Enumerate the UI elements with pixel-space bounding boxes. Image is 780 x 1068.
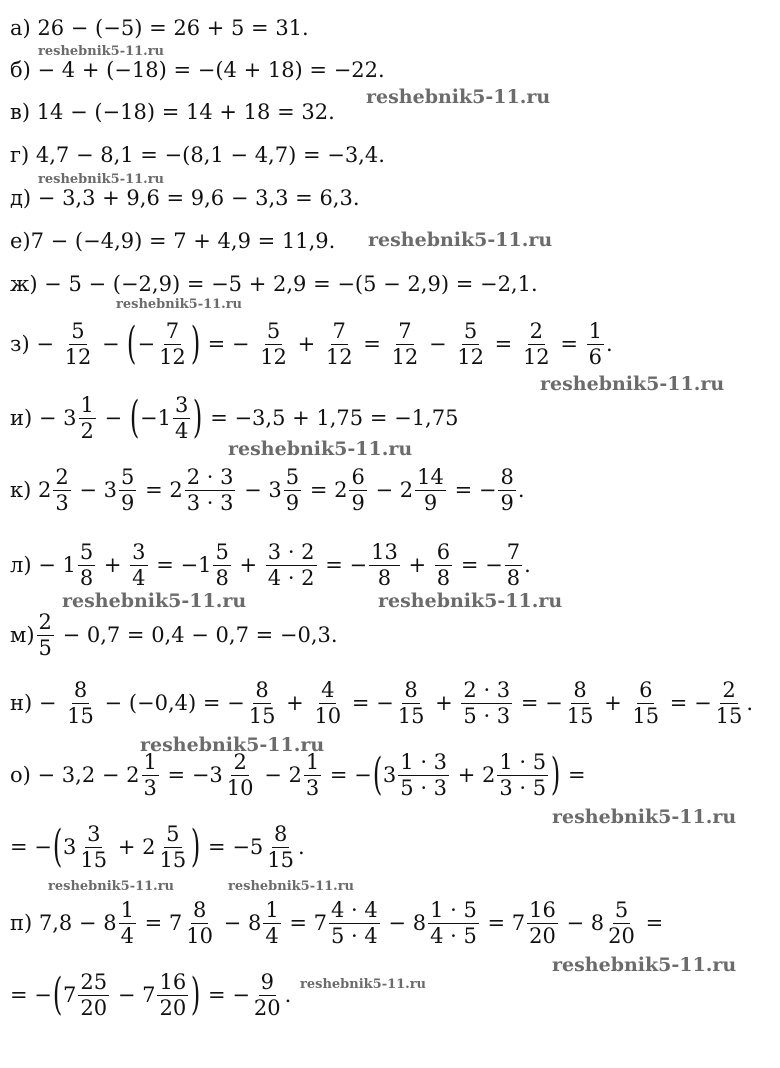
- fraction: [53, 465, 70, 514]
- fraction-numerator: 1: [80, 393, 94, 418]
- fraction-numerator: 1: [588, 319, 602, 344]
- fraction-numerator: 6: [436, 540, 451, 565]
- fraction: [65, 678, 96, 727]
- equation-text: = −5: [201, 835, 264, 859]
- equation-text: 7: [63, 983, 77, 1007]
- equation-text: − 3: [237, 478, 282, 502]
- fraction-numerator: 4: [321, 678, 335, 703]
- equation-text: +: [279, 691, 311, 715]
- watermark: reshebnik5-11.ru: [552, 806, 737, 828]
- fraction-denominator: 15: [159, 847, 187, 872]
- fraction-denominator: 3: [143, 775, 157, 800]
- fraction-numerator: 3: [132, 540, 146, 565]
- fraction-denominator: 15: [566, 703, 594, 728]
- fraction: [527, 898, 558, 947]
- fraction-denominator: 8: [377, 565, 392, 590]
- equation-text: =: [356, 332, 388, 356]
- fraction-numerator: 8: [273, 822, 288, 847]
- fraction: [630, 678, 661, 727]
- solution-row: [10, 893, 663, 953]
- fraction-denominator: 15: [397, 703, 425, 728]
- fraction-denominator: 8: [436, 565, 451, 590]
- fraction-denominator: 10: [226, 775, 254, 800]
- fraction: [521, 319, 552, 368]
- fraction-denominator: 8: [506, 565, 521, 590]
- fraction: [369, 540, 400, 589]
- fraction-numerator: 5: [285, 465, 300, 490]
- equation-text: =: [638, 911, 664, 935]
- fraction-numerator: 9: [260, 970, 274, 995]
- fraction-denominator: 8: [215, 565, 229, 590]
- fraction: [157, 822, 188, 871]
- solution-row: [10, 817, 305, 877]
- watermark: reshebnik5-11.ru: [48, 879, 175, 894]
- equation-text: =: [553, 332, 585, 356]
- fraction-numerator: 8: [255, 678, 269, 703]
- fraction: [312, 678, 343, 727]
- fraction: [225, 750, 256, 799]
- fraction: [78, 540, 95, 589]
- fraction: [247, 678, 278, 727]
- fraction: [498, 465, 515, 514]
- equation-text: = −: [201, 983, 250, 1007]
- fraction: [324, 319, 355, 368]
- equation-text: = −: [318, 553, 368, 577]
- fraction-numerator: 1: [305, 750, 320, 775]
- equation-text: +: [232, 553, 264, 577]
- fraction-numerator: 2: [55, 465, 69, 490]
- fraction: [142, 750, 159, 799]
- fraction-denominator: 10: [186, 923, 213, 948]
- fraction-numerator: 16: [529, 898, 556, 923]
- fraction-numerator: 6: [639, 678, 653, 703]
- equation-text: − 8: [381, 911, 427, 935]
- equation-text: = −3: [160, 763, 223, 787]
- fraction-denominator: 6: [588, 344, 602, 369]
- fraction-numerator: 8: [500, 465, 514, 490]
- equation-text: = −3,5 + 1,75 = −1,75: [203, 406, 459, 430]
- equation-text: .: [606, 332, 613, 356]
- fraction-denominator: 15: [80, 847, 108, 872]
- equation-text: = −1: [149, 553, 212, 577]
- equation-text: н) −: [10, 691, 64, 715]
- equation-text: = −: [447, 478, 497, 502]
- fraction-numerator: 14: [417, 465, 444, 490]
- fraction-denominator: 20: [253, 995, 281, 1020]
- watermark: reshebnik5-11.ru: [62, 590, 247, 612]
- fraction-numerator: 3: [174, 393, 189, 418]
- fraction-denominator: 15: [632, 703, 660, 728]
- equation-text: .: [284, 983, 292, 1007]
- fraction-denominator: 12: [325, 344, 353, 369]
- fraction-denominator: 20: [159, 995, 187, 1020]
- equation-text: = −: [454, 553, 503, 577]
- fraction: [265, 822, 296, 871]
- large-parenthesis: (: [129, 392, 140, 443]
- fraction-numerator: 2: [529, 319, 543, 344]
- fraction: [63, 319, 94, 368]
- fraction-numerator: 1 · 5: [430, 898, 477, 923]
- fraction-denominator: 5 · 3: [463, 703, 511, 728]
- fraction-numerator: 5: [614, 898, 629, 923]
- equation-text: = −: [323, 763, 372, 787]
- watermark: reshebnik5-11.ru: [38, 44, 165, 59]
- equation-text: − 8: [559, 911, 605, 935]
- watermark: reshebnik5-11.ru: [38, 172, 165, 187]
- watermark: reshebnik5-11.ru: [378, 590, 563, 612]
- watermark: reshebnik5-11.ru: [368, 229, 553, 251]
- fraction-numerator: 2: [722, 678, 736, 703]
- large-parenthesis: ): [191, 969, 201, 1020]
- fraction-numerator: 1: [120, 898, 134, 923]
- fraction: [78, 970, 109, 1019]
- equation-text: м): [10, 623, 35, 647]
- fraction-numerator: 3: [87, 822, 101, 847]
- equation-text: е)7 − (−4,9) = 7 + 4,9 = 11,9.: [10, 229, 336, 253]
- fraction-denominator: 9: [121, 490, 135, 515]
- fraction-denominator: 20: [529, 923, 556, 948]
- solution-row: [10, 673, 753, 733]
- fraction-numerator: 13: [371, 540, 398, 565]
- equation-text: −: [422, 332, 454, 356]
- fraction-numerator: 8: [573, 678, 587, 703]
- equation-text: +: [428, 691, 460, 715]
- equation-text: = −: [10, 835, 52, 859]
- fraction-denominator: 9: [285, 490, 300, 515]
- fraction-numerator: 8: [404, 678, 418, 703]
- equation-text: в) 14 − (−18) = 14 + 18 = 32.: [10, 100, 335, 124]
- fraction-denominator: 9: [500, 490, 514, 515]
- fraction-numerator: 7: [398, 319, 412, 344]
- fraction: [455, 319, 486, 368]
- fraction: [415, 465, 446, 514]
- equation-text: − 2: [257, 763, 302, 787]
- equation-text: =: [561, 763, 586, 787]
- fraction: [252, 970, 283, 1019]
- fraction: [263, 898, 280, 947]
- fraction-denominator: 15: [248, 703, 276, 728]
- equation-text: 3: [382, 763, 397, 787]
- fraction: [505, 540, 522, 589]
- equation-text: = 2: [303, 478, 348, 502]
- fraction-denominator: 4 · 5: [430, 923, 477, 948]
- equation-text: = −: [10, 983, 52, 1007]
- fraction: [119, 898, 136, 947]
- fraction: [396, 678, 427, 727]
- watermark: reshebnik5-11.ru: [540, 373, 725, 395]
- fraction: [258, 319, 289, 368]
- fraction-denominator: 3 · 5: [499, 775, 547, 800]
- fraction-numerator: 2 · 3: [186, 465, 234, 490]
- fraction: [435, 540, 452, 589]
- fraction-denominator: 3 · 3: [186, 490, 234, 515]
- equation-text: .: [517, 478, 525, 502]
- equation-text: = −: [663, 691, 712, 715]
- fraction-denominator: 10: [314, 703, 342, 728]
- fraction-denominator: 4: [120, 923, 134, 948]
- fraction-numerator: 25: [80, 970, 108, 995]
- fraction-denominator: 9: [423, 490, 438, 515]
- equation-text: + 2: [451, 763, 496, 787]
- fraction-numerator: 1 · 5: [499, 750, 547, 775]
- solution-row: [10, 605, 338, 665]
- fraction-numerator: 2 · 3: [463, 678, 511, 703]
- fraction-denominator: 4: [174, 418, 189, 443]
- fraction-denominator: 12: [522, 344, 550, 369]
- equation-text: = −: [345, 691, 394, 715]
- large-parenthesis: ): [190, 318, 201, 369]
- fraction-numerator: 1 · 3: [400, 750, 448, 775]
- equation-text: +: [401, 553, 433, 577]
- equation-text: = −: [514, 691, 563, 715]
- fraction: [157, 319, 188, 368]
- fraction: [173, 393, 190, 442]
- fraction-numerator: 5: [71, 319, 85, 344]
- fraction: [284, 465, 301, 514]
- fraction: [565, 678, 596, 727]
- fraction-numerator: 5: [166, 822, 180, 847]
- fraction: [119, 465, 136, 514]
- fraction-numerator: 6: [351, 465, 365, 490]
- fraction: [428, 898, 479, 947]
- fraction-denominator: 3: [55, 490, 69, 515]
- fraction-numerator: 1: [265, 898, 279, 923]
- fraction-denominator: 15: [267, 847, 295, 872]
- equation-text: п) 7,8 − 8: [10, 911, 117, 935]
- fraction-denominator: 5 · 3: [400, 775, 448, 800]
- fraction: [37, 610, 54, 659]
- equation-text: о) − 3,2 − 2: [10, 763, 140, 787]
- fraction-numerator: 3 · 2: [267, 540, 315, 565]
- equation-text: д) − 3,3 + 9,6 = 9,6 − 3,3 = 6,3.: [10, 186, 360, 210]
- fraction-denominator: 12: [260, 344, 287, 369]
- fraction: [329, 898, 380, 947]
- fraction-numerator: 7: [332, 319, 346, 344]
- equation-text: −1: [140, 406, 171, 430]
- equation-text: −: [95, 332, 127, 356]
- watermark: reshebnik5-11.ru: [116, 297, 243, 312]
- equation-text: +: [290, 332, 322, 356]
- large-parenthesis: (: [52, 969, 63, 1020]
- large-parenthesis: (: [127, 318, 137, 369]
- fraction-denominator: 20: [80, 995, 108, 1020]
- equation-text: − 0,7 = 0,4 − 0,7 = −0,3.: [55, 623, 338, 647]
- solution-row: [10, 535, 531, 595]
- fraction-denominator: 20: [608, 923, 635, 948]
- solution-row: [10, 965, 291, 1025]
- fraction-numerator: 5: [79, 540, 94, 565]
- fraction-numerator: 1: [143, 750, 157, 775]
- equation-text: ж) − 5 − (−2,9) = −5 + 2,9 = −(5 − 2,9) = −2,1.: [10, 272, 538, 296]
- fraction-numerator: 5: [463, 319, 478, 344]
- fraction-denominator: 5 · 4: [331, 923, 378, 948]
- equation-text: к) 2: [10, 478, 52, 502]
- fraction: [266, 540, 317, 589]
- fraction-numerator: 7: [506, 540, 521, 565]
- fraction: [398, 750, 449, 799]
- equation-text: − 3: [72, 478, 118, 502]
- fraction: [390, 319, 421, 368]
- equation-text: = 7: [137, 911, 183, 935]
- fraction: [587, 319, 604, 368]
- fraction-denominator: 4 · 2: [267, 565, 315, 590]
- large-parenthesis: (: [52, 821, 63, 872]
- equation-text: г) 4,7 − 8,1 = −(8,1 − 4,7) = −3,4.: [10, 143, 385, 167]
- fraction-denominator: 4: [265, 923, 279, 948]
- fraction-numerator: 8: [192, 898, 207, 923]
- watermark: reshebnik5-11.ru: [366, 86, 551, 108]
- equation-text: − 2: [368, 478, 414, 502]
- equation-text: =: [487, 332, 519, 356]
- fraction-denominator: 8: [79, 565, 94, 590]
- fraction-numerator: 5: [266, 319, 281, 344]
- equation-text: −: [137, 332, 156, 356]
- equation-text: .: [524, 553, 531, 577]
- solution-row: [10, 254, 538, 314]
- fraction: [349, 465, 366, 514]
- fraction-numerator: 4 · 4: [331, 898, 378, 923]
- equation-text: л) − 1: [10, 553, 76, 577]
- large-parenthesis: (: [372, 749, 383, 800]
- equation-text: − 7: [111, 983, 156, 1007]
- fraction: [213, 540, 230, 589]
- fraction-denominator: 12: [159, 344, 186, 369]
- fraction-numerator: 5: [121, 465, 135, 490]
- fraction-denominator: 12: [457, 344, 484, 369]
- equation-text: а) 26 − (−5) = 26 + 5 = 31.: [10, 16, 309, 40]
- fraction: [130, 540, 147, 589]
- fraction-numerator: 16: [159, 970, 187, 995]
- fraction-denominator: 5: [38, 635, 52, 660]
- fraction: [606, 898, 637, 947]
- equation-text: = −: [200, 332, 257, 356]
- fraction-denominator: 12: [64, 344, 92, 369]
- equation-text: − (−0,4) = −: [97, 691, 245, 715]
- fraction-denominator: 2: [80, 418, 94, 443]
- fraction: [79, 393, 96, 442]
- fraction-numerator: 5: [215, 540, 229, 565]
- solution-row: [10, 460, 525, 520]
- equation-text: и) − 3: [10, 406, 77, 430]
- fraction: [184, 898, 215, 947]
- fraction-denominator: 3: [305, 775, 320, 800]
- equation-text: − 8: [217, 911, 262, 935]
- watermark: reshebnik5-11.ru: [300, 977, 427, 992]
- fraction-denominator: 9: [351, 490, 365, 515]
- fraction: [157, 970, 188, 1019]
- equation-text: .: [298, 835, 305, 859]
- fraction: [714, 678, 745, 727]
- watermark: reshebnik5-11.ru: [552, 954, 737, 976]
- fraction: [185, 465, 236, 514]
- equation-text: = 7: [480, 911, 526, 935]
- fraction-numerator: 2: [233, 750, 247, 775]
- fraction-numerator: 8: [73, 678, 88, 703]
- equation-text: 3: [63, 835, 77, 859]
- fraction: [461, 678, 512, 727]
- fraction-denominator: 12: [391, 344, 419, 369]
- equation-text: +: [597, 691, 629, 715]
- solution-row: [10, 314, 613, 374]
- fraction-denominator: 15: [715, 703, 743, 728]
- watermark: reshebnik5-11.ru: [228, 879, 355, 894]
- fraction-denominator: 4: [132, 565, 146, 590]
- fraction-numerator: 7: [165, 319, 180, 344]
- equation-text: = 7: [282, 911, 327, 935]
- fraction-numerator: 2: [38, 610, 52, 635]
- large-parenthesis: ): [550, 749, 561, 800]
- watermark: reshebnik5-11.ru: [228, 438, 413, 460]
- fraction: [78, 822, 109, 871]
- fraction-denominator: 15: [67, 703, 94, 728]
- equation-text: з) −: [10, 332, 61, 356]
- equation-text: = 2: [138, 478, 183, 502]
- equation-text: +: [97, 553, 129, 577]
- fraction: [497, 750, 548, 799]
- equation-text: −: [97, 406, 129, 430]
- large-parenthesis: ): [193, 392, 203, 443]
- equation-text: .: [746, 691, 754, 715]
- equation-text: + 2: [111, 835, 156, 859]
- watermark: reshebnik5-11.ru: [140, 734, 325, 756]
- equation-text: б) − 4 + (−18) = −(4 + 18) = −22.: [10, 58, 385, 82]
- fraction: [304, 750, 321, 799]
- large-parenthesis: ): [191, 821, 201, 872]
